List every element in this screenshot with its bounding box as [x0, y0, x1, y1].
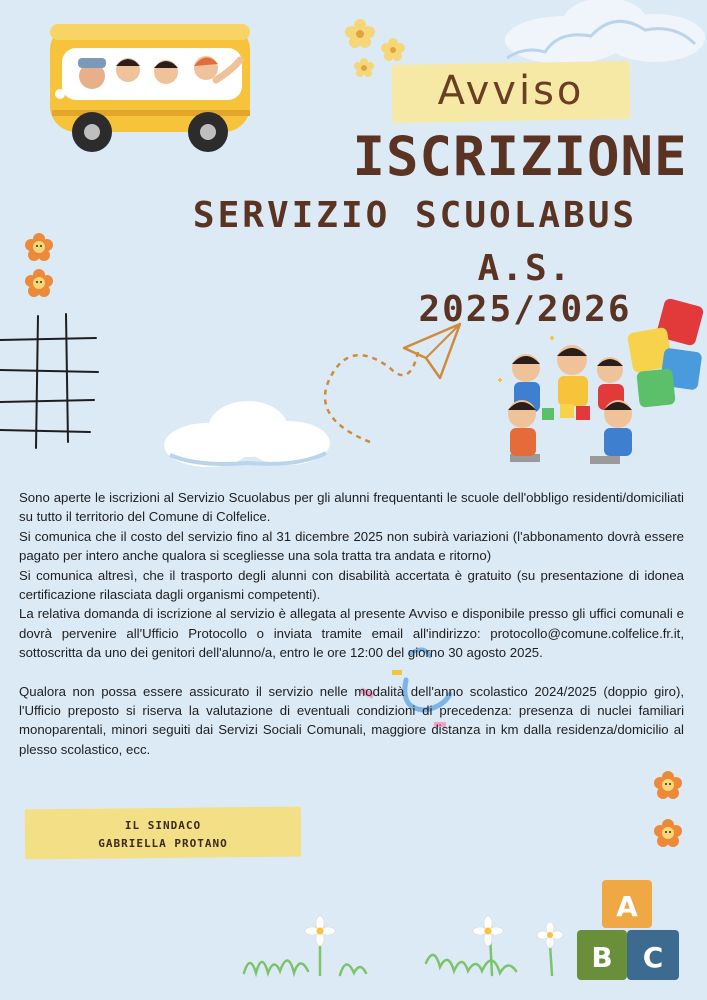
abc-blocks-illustration	[575, 878, 685, 988]
block-letter-b: B	[591, 941, 613, 974]
signature-name: GABRIELLA PROTANO	[98, 837, 228, 850]
signature-banner	[25, 807, 302, 860]
grass-daisies-illustration	[230, 905, 580, 1000]
school-bus-illustration	[40, 14, 272, 164]
grid-doodle-illustration	[0, 312, 100, 452]
flower-left-bottom-icon	[24, 268, 54, 298]
paragraph-gap	[19, 663, 684, 682]
block-letter-c: C	[642, 941, 664, 974]
paragraph-disability: Si comunica altresì, che il trasporto degli alunni con disabilità accertata è gratuito (su presentazione di idonea certificazione rilasciata dagli organismi competenti).	[19, 567, 684, 603]
flower-left-top-icon	[24, 232, 54, 262]
children-puzzle-illustration	[492, 296, 707, 482]
title-school-year: A.S. 2025/2026	[418, 248, 632, 330]
paragraph-cost: Si comunica che il costo del servizio fino al 31 dicembre 2025 non subirà variazioni (l'abbonamento dovrà essere pagato per intero anche qualora si scegliesse una sola tratta tra andata e ritorno)	[19, 528, 684, 564]
cloud-middle-illustration	[158, 395, 336, 475]
paragraph-precedence: Qualora non possa essere assicurato il servizio nelle modalità dell'anno scolastico 2024/2025 (doppio giro), l'Ufficio preposto si riserva la valutazione di eventuali condizioni di precedenza: presenza di nuclei familiari monoparentali, minori seguiti dai Servizi Sociali Comunali, maggiore distanza in km dalla residenza/domicilio al plesso scolastico, ecc.	[19, 683, 684, 757]
paragraph-application: La relativa domanda di iscrizione al servizio è allegata al presente Avviso e disponibile presso gli uffici comunali e dovrà pervenire all'Ufficio Protocollo o inviata tramite email all'indirizzo: protocollo@comune.colfelice.fr.it, sottoscritta da uno dei genitori dell'alunno/a, entro le ore 12:00 del giorno 30 agosto 2025.	[19, 606, 684, 661]
title-iscrizione: ISCRIZIONE	[352, 125, 688, 188]
notice-body	[19, 488, 684, 759]
flower-right-top-icon	[653, 770, 683, 800]
avviso-heading: Avviso	[437, 68, 585, 114]
signature-role: IL SINDACO	[124, 819, 202, 832]
block-letter-a: A	[616, 890, 638, 923]
paragraph-enrollment-open: Sono aperte le iscrizioni al Servizio Scuolabus per gli alunni frequentanti le scuole dell'obbligo residenti/domiciliati su tutto il territorio del Comune di Colfelice.	[19, 490, 684, 525]
title-service: SERVIZIO SCUOLABUS	[192, 195, 638, 236]
flower-right-bottom-icon	[653, 818, 683, 848]
